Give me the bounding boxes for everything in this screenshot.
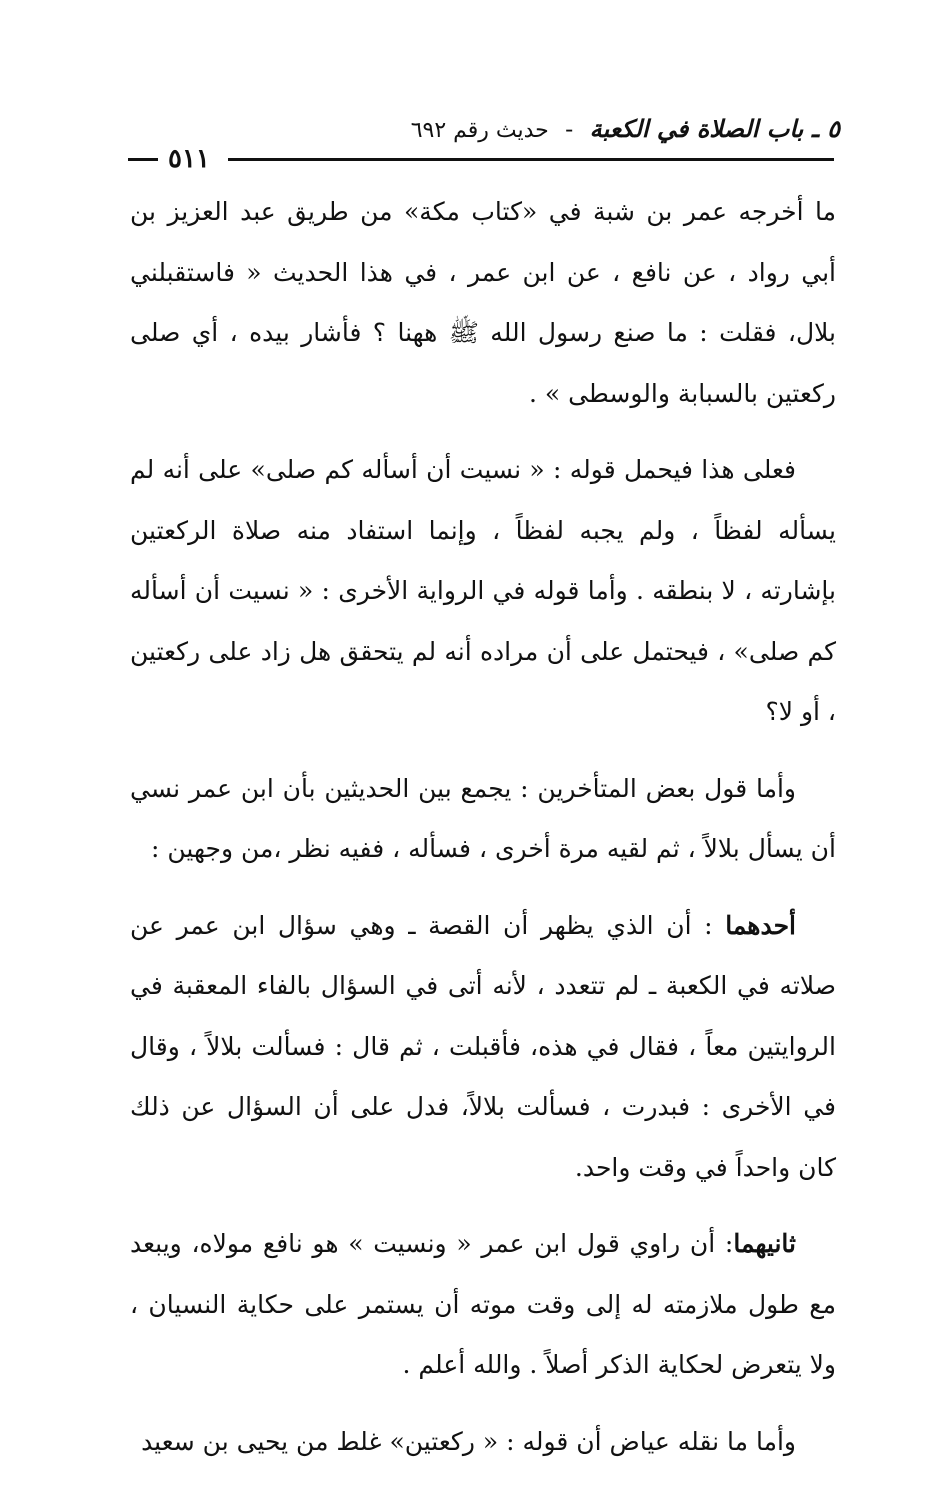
paragraph xyxy=(130,182,836,424)
paragraph-text: : أن راوي قول ابن عمر « ونسيت » هو نافع مولاه، ويبعد مع طول ملازمته له إلى وقت موته أن يستمر على حكاية النسيان ، ولا يتعرض لحكاية الذكر أصلاً . والله أعلم . xyxy=(130,1229,836,1379)
paragraph-text: فعلى هذا فيحمل قوله : « نسيت أن أسأله كم صلى» على أنه لم يسأله لفظاً ، ولم يجبه لفظاً ، وإنما استفاد منه صلاة الركعتين بإشارته ، لا بنطقه . وأما قوله في الرواية الأخرى : « نسيت أن أسأله كم صلى» ، فيحتمل على أن مراده أنه لم يتحقق هل زاد على ركعتين ، أو لا؟ xyxy=(130,455,836,726)
paragraph-text: وأما قول بعض المتأخرين : يجمع بين الحديثين بأن ابن عمر نسي أن يسأل بلالاً ، ثم لقيه مرة أخرى ، فسأله ، ففيه نظر ،من وجهين : xyxy=(130,773,836,863)
hadith-reference: حديث رقم ٦٩٢ xyxy=(410,118,549,143)
header-rule xyxy=(228,158,834,161)
paragraph xyxy=(130,1214,836,1396)
paragraph-lead: أحدهما xyxy=(725,910,796,940)
page-header xyxy=(128,112,840,174)
page-number: ٥١١ xyxy=(168,144,210,174)
body-text xyxy=(130,182,836,1488)
paragraph xyxy=(130,1412,836,1473)
paragraph-text: : أن الذي يظهر أن القصة ـ وهي سؤال ابن عمر عن صلاته في الكعبة ـ لم تتعدد ، لأنه أتى في السؤال بالفاء المعقبة في الروايتين معاً ، فقال في هذه، فأقبلت ، ثم قال : فسألت بلالاً ، وقال في الأخرى : فبدرت ، فسألت بلالاً، فدل على أن السؤال عن ذلك كان واحداً في وقت واحد. xyxy=(130,910,836,1182)
paragraph xyxy=(130,440,836,743)
paragraph-lead: ثانيهما xyxy=(733,1229,796,1258)
paragraph xyxy=(130,896,836,1199)
running-title xyxy=(411,112,840,148)
page-number-dash xyxy=(128,158,158,161)
paragraph-text: وأما ما نقله عياض أن قوله : « ركعتين» غلط من يحيى بن سعيد xyxy=(141,1426,796,1456)
paragraph xyxy=(130,759,836,880)
chapter-title: ٥ ـ باب الصلاة في الكعبة xyxy=(589,114,840,143)
paragraph-text: ما أخرجه عمر بن شبة في «كتاب مكة» من طريق عبد العزيز بن أبي رواد ، عن نافع ، عن ابن عمر ، في هذا الحديث « فاستقبلني بلال، فقلت : ما صنع رسول الله ﷺ ههنا ؟ فأشار بيده ، أي صلى ركعتين بالسبابة والوسطى » . xyxy=(130,197,836,408)
title-separator: - xyxy=(565,115,574,143)
